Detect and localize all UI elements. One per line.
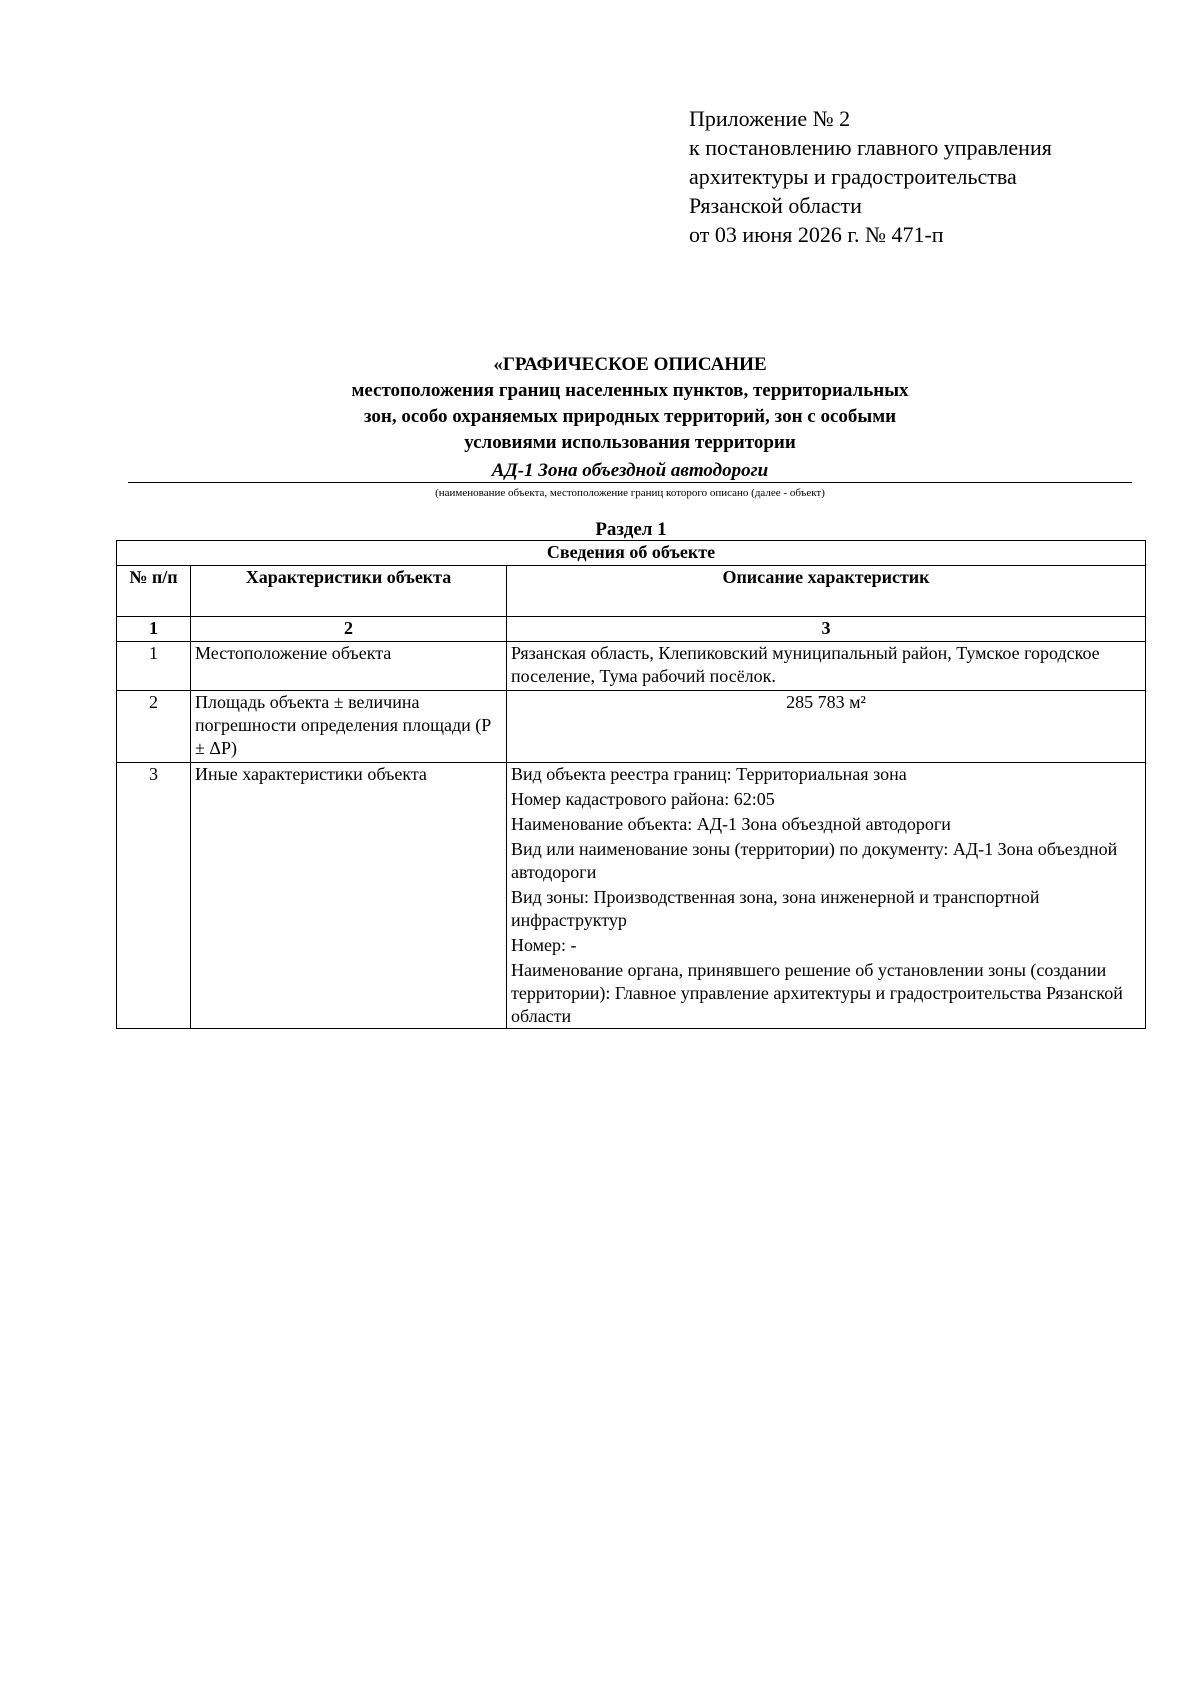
table-caption: Сведения об объекте (117, 541, 1146, 566)
description-line: Вид объекта реестра границ: Территориальная зона (511, 764, 907, 784)
object-name: АД-1 Зона объездной автодороги (491, 460, 769, 481)
object-info-table (116, 540, 1146, 1029)
document-title (128, 352, 1132, 456)
row-characteristic: Иные характеристики объекта (191, 763, 507, 1029)
table-caption-row (117, 541, 1146, 566)
table-index-row (117, 617, 1146, 642)
description-line: Вид или наименование зоны (территории) по документу: АД-1 Зона объездной автодороги (511, 839, 1118, 882)
row-description (507, 642, 1146, 691)
header-num: № п/п (117, 566, 191, 617)
description-line: Наименование объекта: АД-1 Зона объездной автодороги (511, 814, 951, 834)
index-cell: 1 (117, 617, 191, 642)
description-line: Наименование органа, принявшего решение об установлении зоны (создании территории): Главное управление архитектуры и градостроительства Рязанской области (511, 960, 1123, 1026)
annex-line: от 03 июня 2026 г. № 471-п (689, 222, 944, 247)
row-num: 2 (117, 691, 191, 763)
index-cell: 2 (191, 617, 507, 642)
title-line: местоположения границ населенных пунктов, территориальных (351, 380, 909, 401)
annex-line: архитектуры и градостроительства (689, 164, 1017, 189)
title-line: зон, особо охраняемых природных территорий, зон с особыми (363, 406, 897, 427)
object-name-underline (128, 482, 1132, 483)
row-description (507, 691, 1146, 763)
title-line: условиями использования территории (464, 432, 796, 453)
header-characteristic: Характеристики объекта (191, 566, 507, 617)
header-description: Описание характеристик (507, 566, 1146, 617)
object-name-caption: (наименование объекта, местоположение границ которого описано (далее - объект) (435, 487, 825, 499)
annex-line: к постановлению главного управления (689, 135, 1052, 160)
annex-block (689, 104, 1129, 249)
row-num: 3 (117, 763, 191, 1029)
table-row (117, 763, 1146, 1029)
row-num: 1 (117, 642, 191, 691)
index-cell: 3 (507, 617, 1146, 642)
table-row (117, 691, 1146, 763)
annex-line: Приложение № 2 (689, 106, 851, 131)
row-description (507, 763, 1146, 1029)
description-line: Вид зоны: Производственная зона, зона инженерной и транспортной инфраструктур (511, 887, 1040, 930)
description-line: Рязанская область, Клепиковский муниципальный район, Тумское городское поселение, Тума рабочий посёлок. (511, 643, 1100, 686)
description-line: Номер: - (511, 935, 577, 955)
table-header-row (117, 566, 1146, 617)
section-title: Раздел 1 (595, 519, 667, 540)
annex-line: Рязанской области (689, 193, 862, 218)
row-characteristic: Площадь объекта ± величина погрешности определения площади (P ± ΔP) (191, 691, 507, 763)
description-line: Номер кадастрового района: 62:05 (511, 789, 775, 809)
title-line: «ГРАФИЧЕСКОЕ ОПИСАНИЕ (493, 354, 767, 375)
table-row (117, 642, 1146, 691)
description-line: 285 783 м² (786, 692, 866, 712)
row-characteristic: Местоположение объекта (191, 642, 507, 691)
